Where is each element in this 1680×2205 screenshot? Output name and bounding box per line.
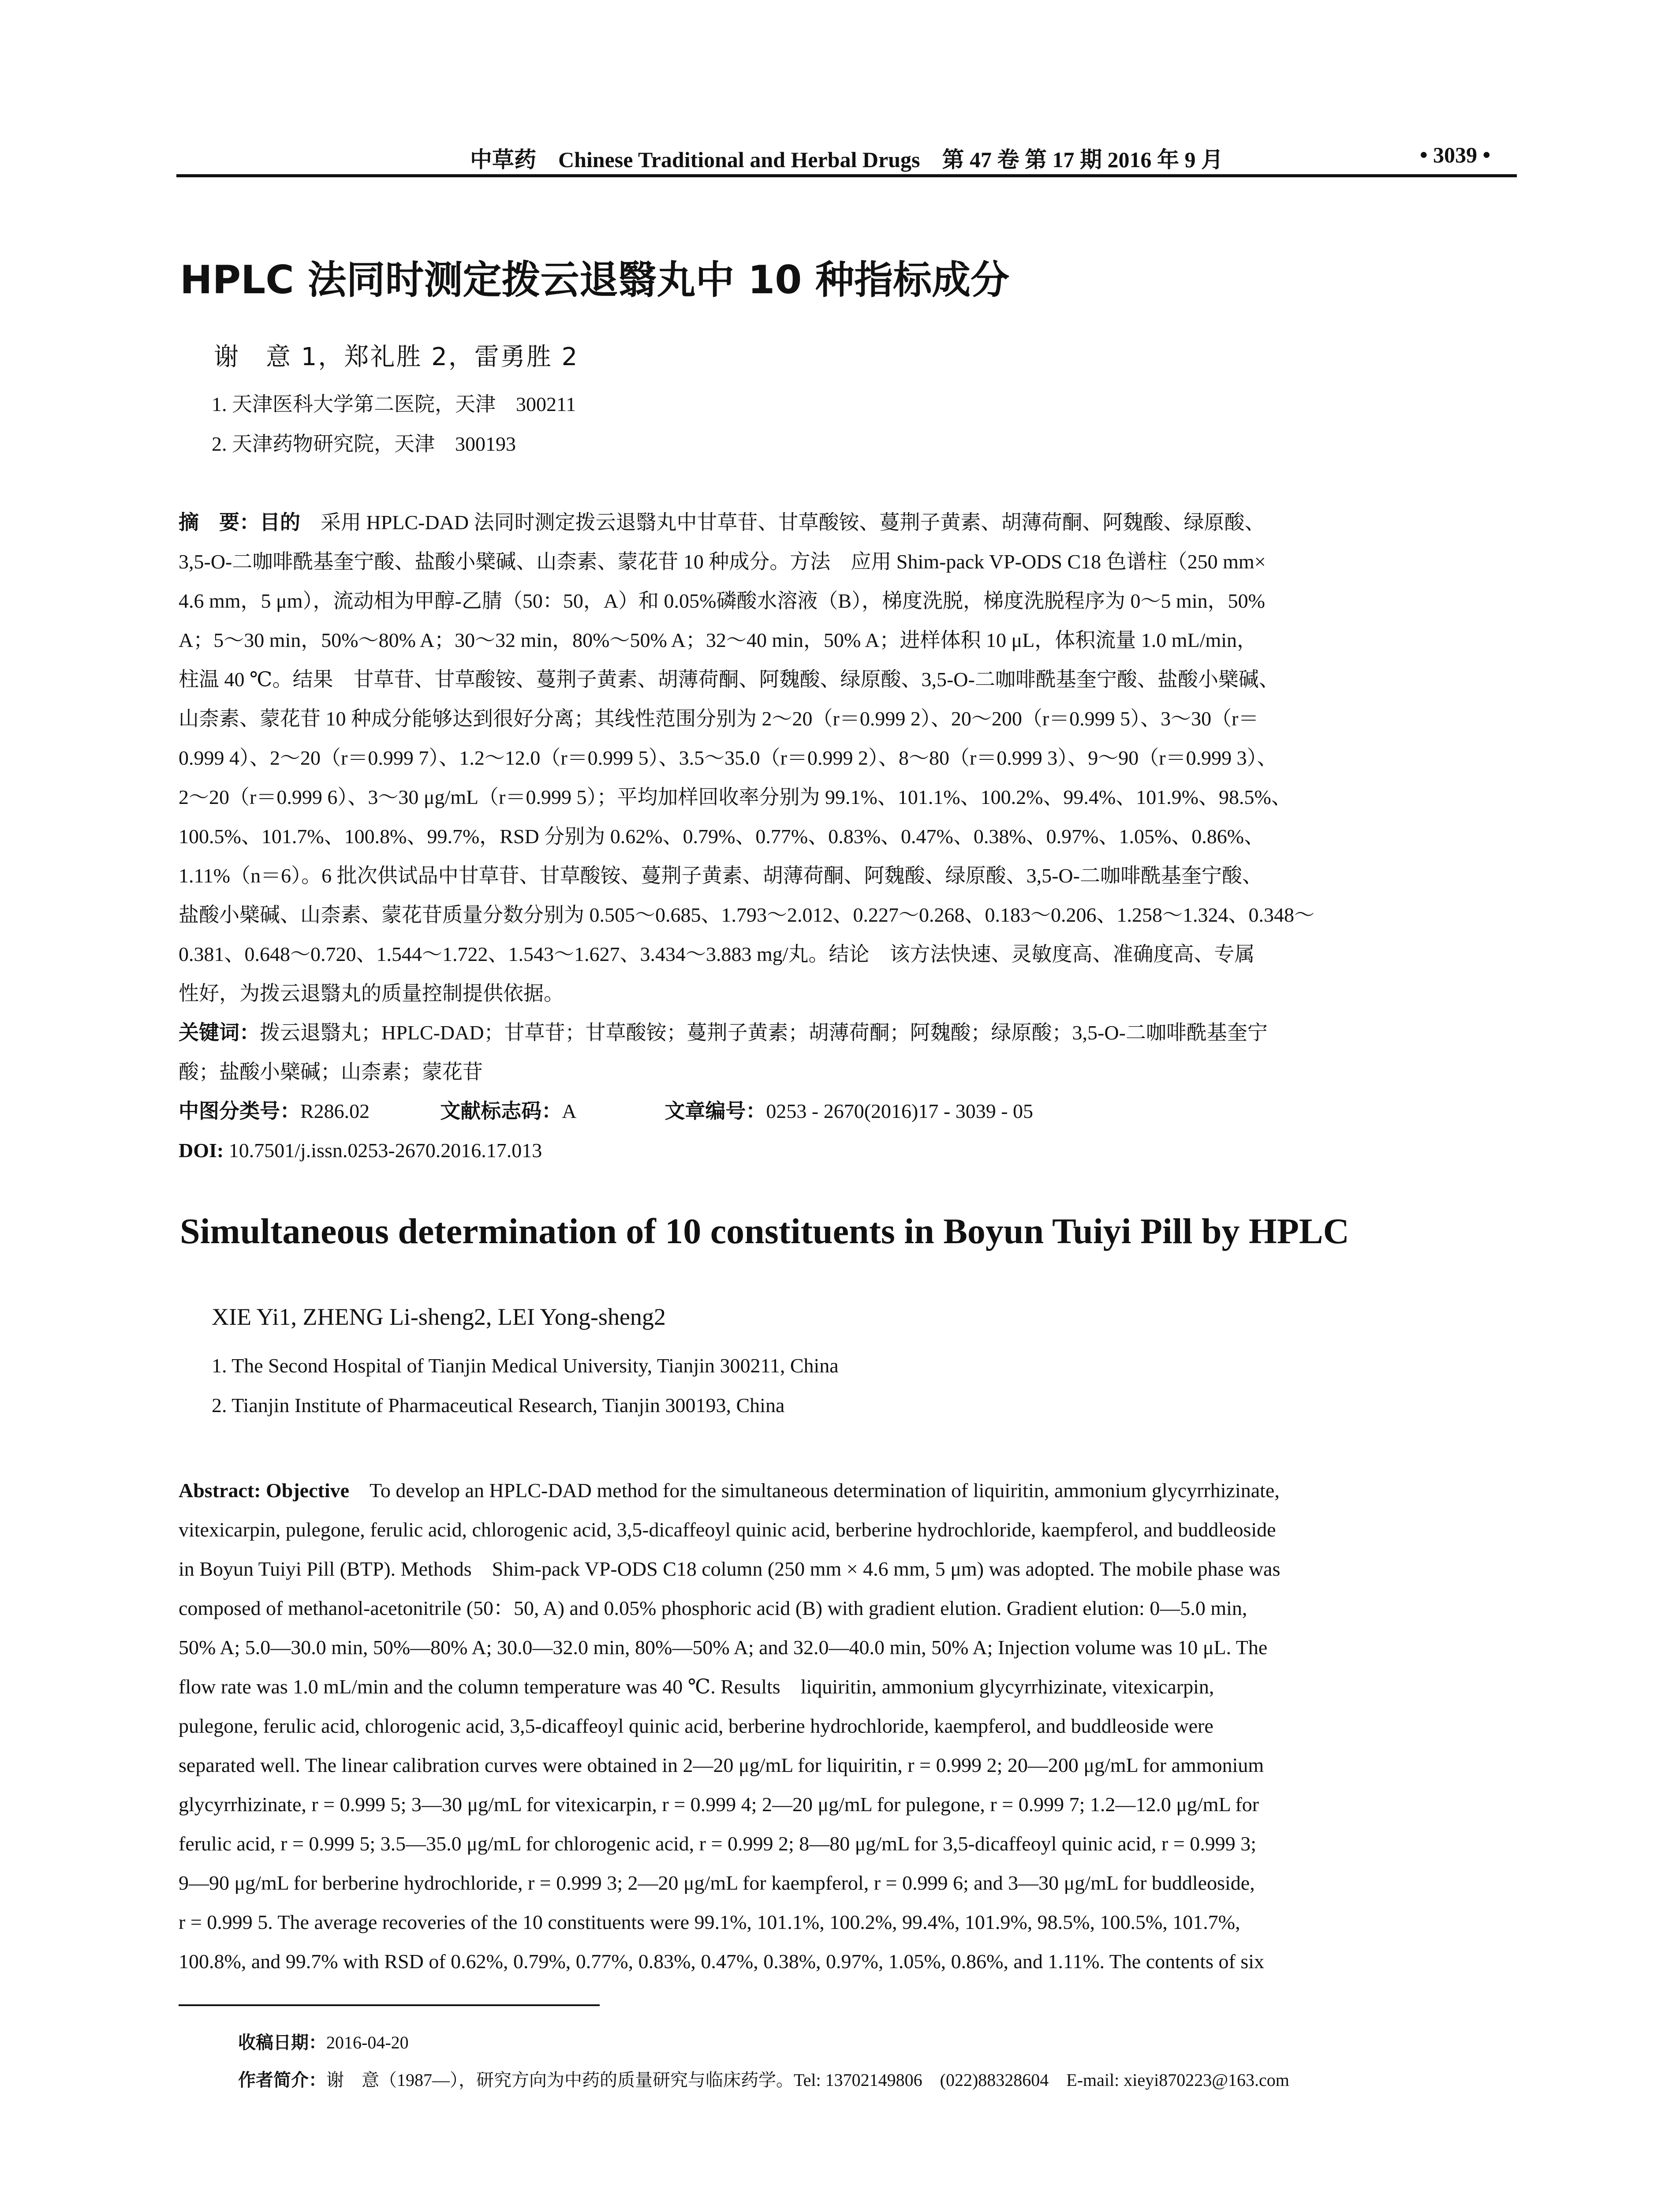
abstract-cn-line: 4.6 mm，5 μm），流动相为甲醇-乙腈（50：50，A）和 0.05%磷酸水溶液（B），梯度洗脱，梯度洗脱程序为 0～5 min，50% — [179, 590, 1265, 612]
journal-header: 中草药 Chinese Traditional and Herbal Drugs 第 47 卷 第 17 期 2016 年 9 月 — [470, 147, 1223, 172]
abstract-en-line: 9—90 μg/mL for berberine hydrochloride, r = 0.999 3; 2—20 μg/mL for kaempferol, r = 0.999 6; and 3—30 μg/mL for buddleoside, — [179, 1872, 1255, 1894]
doi-link[interactable]: 10.7501/j.issn.0253-2670.2016.17.013 — [228, 1139, 542, 1162]
running-header — [176, 142, 1517, 173]
abstract-en-line: glycyrrhizinate, r = 0.999 5; 3—30 μg/mL for vitexicarpin, r = 0.999 4; 2—20 μg/mL for pulegone, r = 0.999 7; 1.2—12.0 μg/mL for — [179, 1793, 1259, 1816]
abstract-cn-line: 摘 要：目的 采用 HPLC-DAD 法同时测定拨云退翳丸中甘草苷、甘草酸铵、蔓荆子黄素、胡薄荷酮、阿魏酸、绿原酸、 — [179, 511, 1265, 534]
abstract-en-line: r = 0.999 5. The average recoveries of the 10 constituents were 99.1%, 101.1%, 100.2%, 99.4%, 101.9%, 98.5%, 100.5%, 101.7%, — [179, 1911, 1240, 1933]
title-cn: HPLC 法同时测定拨云退翳丸中 10 种指标成分 — [180, 257, 1010, 303]
header-rule — [176, 174, 1517, 177]
abstract-cn — [179, 503, 1515, 1170]
abstract-en-label: Abstract: Objective — [179, 1479, 350, 1502]
abstract-cn-line: 1.11%（n＝6）。6 批次供试品中甘草苷、甘草酸铵、蔓荆子黄素、胡薄荷酮、阿魏酸、绿原酸、3,5-O-二咖啡酰基奎宁酸、 — [179, 864, 1262, 887]
abstract-en-line: vitexicarpin, pulegone, ferulic acid, chlorogenic acid, 3,5-dicaffeoyl quinic acid, berberine hydrochloride, kaempferol, and buddleoside — [179, 1518, 1276, 1541]
abstract-cn-line: 山柰素、蒙花苷 10 种成分能够达到很好分离；其线性范围分别为 2～20（r＝0.999 2）、20～200（r＝0.999 5）、3～30（r＝ — [179, 707, 1259, 730]
doc-code: A — [562, 1100, 577, 1122]
authors-cn: 谢 意 1，郑礼胜 2，雷勇胜 2 — [214, 343, 579, 371]
abstract-cn-line: 3,5-O-二咖啡酰基奎宁酸、盐酸小檗碱、山柰素、蒙花苷 10 种成分。方法 应用 Shim-pack VP-ODS C18 色谱柱（250 mm× — [179, 550, 1266, 573]
abstract-en-line: pulegone, ferulic acid, chlorogenic acid, 3,5-dicaffeoyl quinic acid, berberine hydrochloride, kaempferol, and buddleoside were — [179, 1715, 1213, 1737]
affiliation-cn-2: 2. 天津药物研究院，天津 300193 — [212, 433, 516, 455]
doi: DOI: 10.7501/j.issn.0253-2670.2016.17.013 — [179, 1139, 542, 1162]
classification-row: 中图分类号：R286.02 文献标志码：A 文章编号：0253 - 2670(2016)17 - 3039 - 05 — [179, 1100, 1034, 1122]
abstract-en-line: separated well. The linear calibration curves were obtained in 2—20 μg/mL for liquiritin, r = 0.999 2; 20—200 μg/mL for ammonium — [179, 1754, 1264, 1776]
abstract-cn-line: 柱温 40 ℃。结果 甘草苷、甘草酸铵、蔓荆子黄素、胡薄荷酮、阿魏酸、绿原酸、3,5-O-二咖啡酰基奎宁酸、盐酸小檗碱、 — [179, 668, 1279, 691]
abstract-cn-line: 0.381、0.648～0.720、1.544～1.722、1.543～1.627、3.434～3.883 mg/丸。结论 该方法快速、灵敏度高、准确度高、专属 — [179, 943, 1255, 965]
abstract-cn-line: 2～20（r＝0.999 6）、3～30 μg/mL（r＝0.999 5）；平均加样回收率分别为 99.1%、101.1%、100.2%、99.4%、101.9%、98.5%、 — [179, 786, 1292, 808]
objective-label: 目的 — [260, 511, 300, 534]
abstract-en-line: composed of methanol-acetonitrile (50：50, A) and 0.05% phosphoric acid (B) with gradient elution. Gradient elution: 0—5.0 min, — [179, 1597, 1247, 1619]
abstract-cn-line: 盐酸小檗碱、山柰素、蒙花苷质量分数分别为 0.505～0.685、1.793～2.012、0.227～0.268、0.183～0.206、1.258～1.324、0.348～ — [179, 904, 1314, 926]
footnote-rule — [179, 2004, 600, 2006]
abstract-en — [179, 1471, 1515, 1981]
abstract-en-line: flow rate was 1.0 mL/min and the column temperature was 40 ℃. Results liquiritin, ammonium glycyrrhizinate, vitexicarpin, — [179, 1675, 1214, 1698]
keywords-cn-line: 酸；盐酸小檗碱；山柰素；蒙花苷 — [179, 1061, 483, 1083]
affiliation-en-1: 1. The Second Hospital of Tianjin Medical University, Tianjin 300211, China — [212, 1354, 839, 1377]
abstract-en-line: 100.8%, and 99.7% with RSD of 0.62%, 0.79%, 0.77%, 0.83%, 0.47%, 0.38%, 0.97%, 1.05%, 0.86%, and 1.11%. The contents of six — [179, 1950, 1265, 1973]
author-bio: 作者简介：谢 意（1987—），研究方向为中药的质量研究与临床药学。Tel: 13702149806 (022)88328604 E-mail: xieyi870223@163.com — [238, 2070, 1289, 2090]
title-en: Simultaneous determination of 10 constituents in Boyun Tuiyi Pill by HPLC — [180, 1211, 1349, 1251]
keywords-label: 关键词： — [179, 1021, 260, 1044]
page-number: • 3039 • — [1419, 142, 1490, 167]
abstract-cn-label: 摘 要： — [179, 511, 260, 534]
abstract-cn-line: 性好，为拨云退翳丸的质量控制提供依据。 — [179, 982, 564, 1005]
abstract-en-line: 50% A; 5.0—30.0 min, 50%—80% A; 30.0—32.0 min, 80%—50% A; and 32.0—40.0 min, 50% A; Injection volume was 10 μL. The — [179, 1636, 1268, 1659]
affiliation-en-2: 2. Tianjin Institute of Pharmaceutical Research, Tianjin 300193, China — [212, 1394, 785, 1416]
affiliation-cn-1: 1. 天津医科大学第二医院，天津 300211 — [212, 393, 576, 415]
abstract-cn-line: 0.999 4）、2～20（r＝0.999 7）、1.2～12.0（r＝0.999 5）、3.5～35.0（r＝0.999 2）、8～80（r＝0.999 3）、9～90（r＝0.999 3）、 — [179, 747, 1277, 769]
article-number: 0253 - 2670(2016)17 - 3039 - 05 — [766, 1100, 1034, 1122]
abstract-cn-line: A；5～30 min，50%～80% A；30～32 min，80%～50% A；32～40 min，50% A；进样体积 10 μL，体积流量 1.0 mL/min， — [179, 629, 1258, 651]
abstract-en-line: ferulic acid, r = 0.999 5; 3.5—35.0 μg/mL for chlorogenic acid, r = 0.999 2; 8—80 μg/mL for 3,5-dicaffeoyl quinic acid, r = 0.999 3; — [179, 1832, 1257, 1855]
abstract-cn-line: 100.5%、101.7%、100.8%、99.7%，RSD 分别为 0.62%、0.79%、0.77%、0.83%、0.47%、0.38%、0.97%、1.05%、0.86%、 — [179, 825, 1265, 848]
received-date: 收稿日期：2016-04-20 — [238, 2033, 409, 2052]
authors-en: XIE Yi1, ZHENG Li-sheng2, LEI Yong-sheng2 — [212, 1304, 666, 1330]
abstract-en-line: in Boyun Tuiyi Pill (BTP). Methods Shim-pack VP-ODS C18 column (250 mm × 4.6 mm, 5 μm) was adopted. The mobile phase was — [179, 1558, 1281, 1580]
clc-code: R286.02 — [300, 1100, 370, 1122]
keywords-cn: 关键词：拨云退翳丸；HPLC-DAD；甘草苷；甘草酸铵；蔓荆子黄素；胡薄荷酮；阿魏酸；绿原酸；3,5-O-二咖啡酰基奎宁 — [179, 1021, 1268, 1044]
abstract-en-line: Abstract: Objective To develop an HPLC-DAD method for the simultaneous determination of liquiritin, ammonium glycyrrhizinate, — [179, 1479, 1280, 1502]
